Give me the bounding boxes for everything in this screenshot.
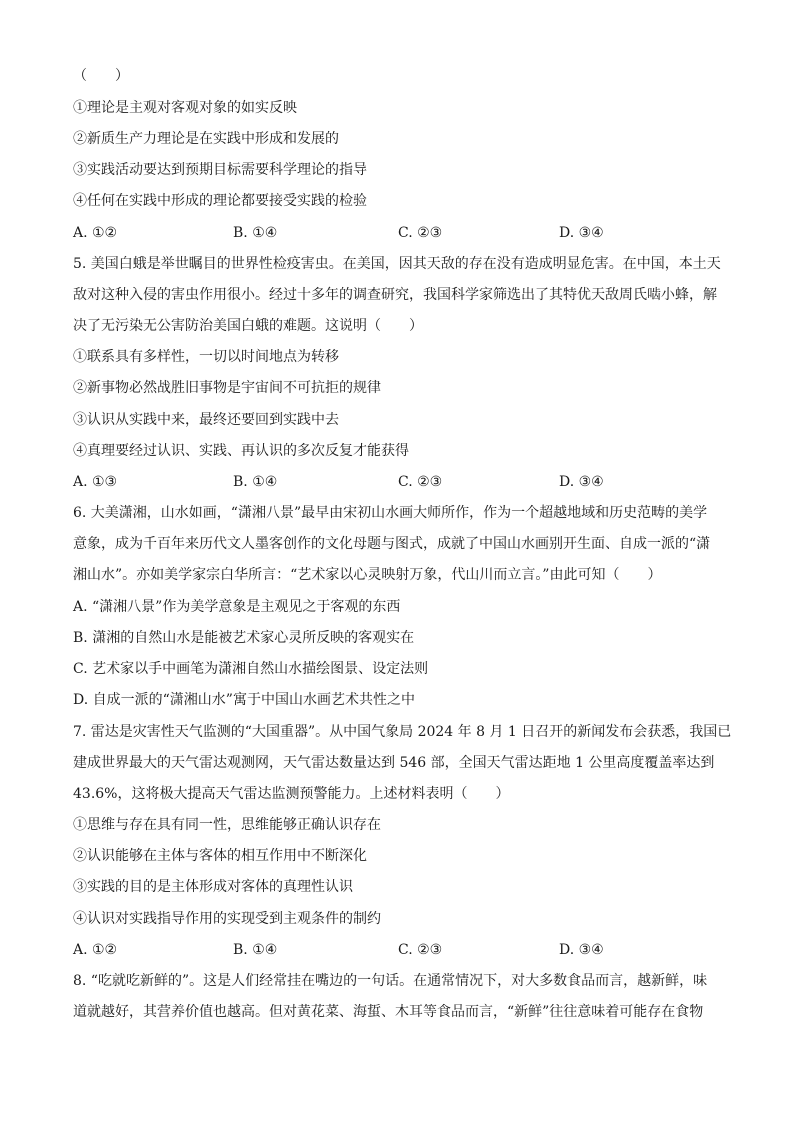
q6-stem-line-2: 意象，成为千百年来历代文人墨客创作的文化母题与图式，成就了中国山水画别开生面、自成一派的“潇 <box>73 536 711 552</box>
q4-option-d: D. ③④ <box>559 225 604 241</box>
q6-option-b: B. 潇湘的自然山水是能被艺术家心灵所反映的客观实在 <box>73 630 415 646</box>
q6-option-c: C. 艺术家以手中画笔为潇湘自然山水描绘图景、设定法则 <box>73 661 429 677</box>
q7-option-d: D. ③④ <box>559 942 604 958</box>
q4-statement-2: ②新质生产力理论是在实践中形成和发展的 <box>73 131 339 147</box>
q4-option-c: C. ②③ <box>398 225 443 241</box>
q4-option-b: B. ①④ <box>233 225 278 241</box>
q5-stem-line-3: 决了无污染无公害防治美国白蛾的难题。这说明（ ） <box>73 318 423 334</box>
q7-statement-4: ④认识对实践指导作用的实现受到主观条件的制约 <box>73 911 381 927</box>
q5-option-a: A. ①③ <box>73 474 118 490</box>
q6-stem-line-3: 湘山水”。亦如美学家宗白华所言：“艺术家以心灵映射万象，代山川而立言。”由此可知（ ） <box>73 567 662 583</box>
q7-stem-line-2: 建成世界最大的天气雷达观测网，天气雷达数量达到 546 部，全国天气雷达距地 1 公里高度覆盖率达到 <box>73 755 715 771</box>
q5-statement-1: ①联系具有多样性，一切以时间地点为转移 <box>73 349 339 365</box>
q5-statement-2: ②新事物必然战胜旧事物是宇宙间不可抗拒的规律 <box>73 380 381 396</box>
q7-stem-line-1: 7. 雷达是灾害性天气监测的“大国重器”。从中国气象局 2024 年 8 月 1 日召开的新闻发布会获悉，我国已 <box>73 724 732 740</box>
q4-option-a: A. ①② <box>73 225 118 241</box>
q6-option-d: D. 自成一派的“潇湘山水”寓于中国山水画艺术共性之中 <box>73 692 415 708</box>
q5-statement-3: ③认识从实践中来，最终还要回到实践中去 <box>73 412 339 428</box>
q7-statement-1: ①思维与存在具有同一性，思维能够正确认识存在 <box>73 817 381 833</box>
q4-statement-1: ①理论是主观对客观对象的如实反映 <box>73 100 297 116</box>
q7-stem-line-3: 43.6%，这将极大提高天气雷达监测预警能力。上述材料表明（ ） <box>73 786 510 802</box>
q5-statement-4: ④真理要经过认识、实践、再认识的多次反复才能获得 <box>73 443 409 459</box>
q7-statement-3: ③实践的目的是主体形成对客体的真理性认识 <box>73 879 353 895</box>
q8-stem-line-1: 8. “吃就吃新鲜的”。这是人们经常挂在嘴边的一句话。在通常情况下，对大多数食品而言，越新鲜，味 <box>73 973 708 989</box>
q4-statement-4: ④任何在实践中形成的理论都要接受实践的检验 <box>73 193 367 209</box>
q5-stem-line-1: 5. 美国白蛾是举世瞩目的世界性检疫害虫。在美国，因其天敌的存在没有造成明显危害。在中国，本土天 <box>73 256 721 272</box>
q5-option-c: C. ②③ <box>398 474 443 490</box>
q7-options <box>73 940 723 960</box>
q7-option-c: C. ②③ <box>398 942 443 958</box>
q7-option-b: B. ①④ <box>233 942 278 958</box>
q5-stem-line-2: 敌对这种入侵的害虫作用很小。经过十多年的调查研究，我国科学家筛选出了其特优天敌周氏啮小蜂，解 <box>73 287 717 303</box>
q4-statement-3: ③实践活动要达到预期目标需要科学理论的指导 <box>73 162 367 178</box>
q8-stem-line-2: 道就越好，其营养价值也越高。但对黄花菜、海蜇、木耳等食品而言，“新鲜”往往意味着可能存在食物 <box>73 1004 704 1020</box>
q7-option-a: A. ①② <box>73 942 118 958</box>
q6-stem-line-1: 6. 大美潇湘，山水如画，“潇湘八景”最早由宋初山水画大师所作，作为一个超越地域和历史范畴的美学 <box>73 505 708 521</box>
q4-options <box>73 223 723 243</box>
q5-options <box>73 472 723 492</box>
q4-stem-tail: （ ） <box>73 68 129 84</box>
q6-option-a: A. “潇湘八景”作为美学意象是主观见之于客观的东西 <box>73 599 401 615</box>
q7-statement-2: ②认识能够在主体与客体的相互作用中不断深化 <box>73 848 367 864</box>
q5-option-b: B. ①④ <box>233 474 278 490</box>
q5-option-d: D. ③④ <box>559 474 604 490</box>
